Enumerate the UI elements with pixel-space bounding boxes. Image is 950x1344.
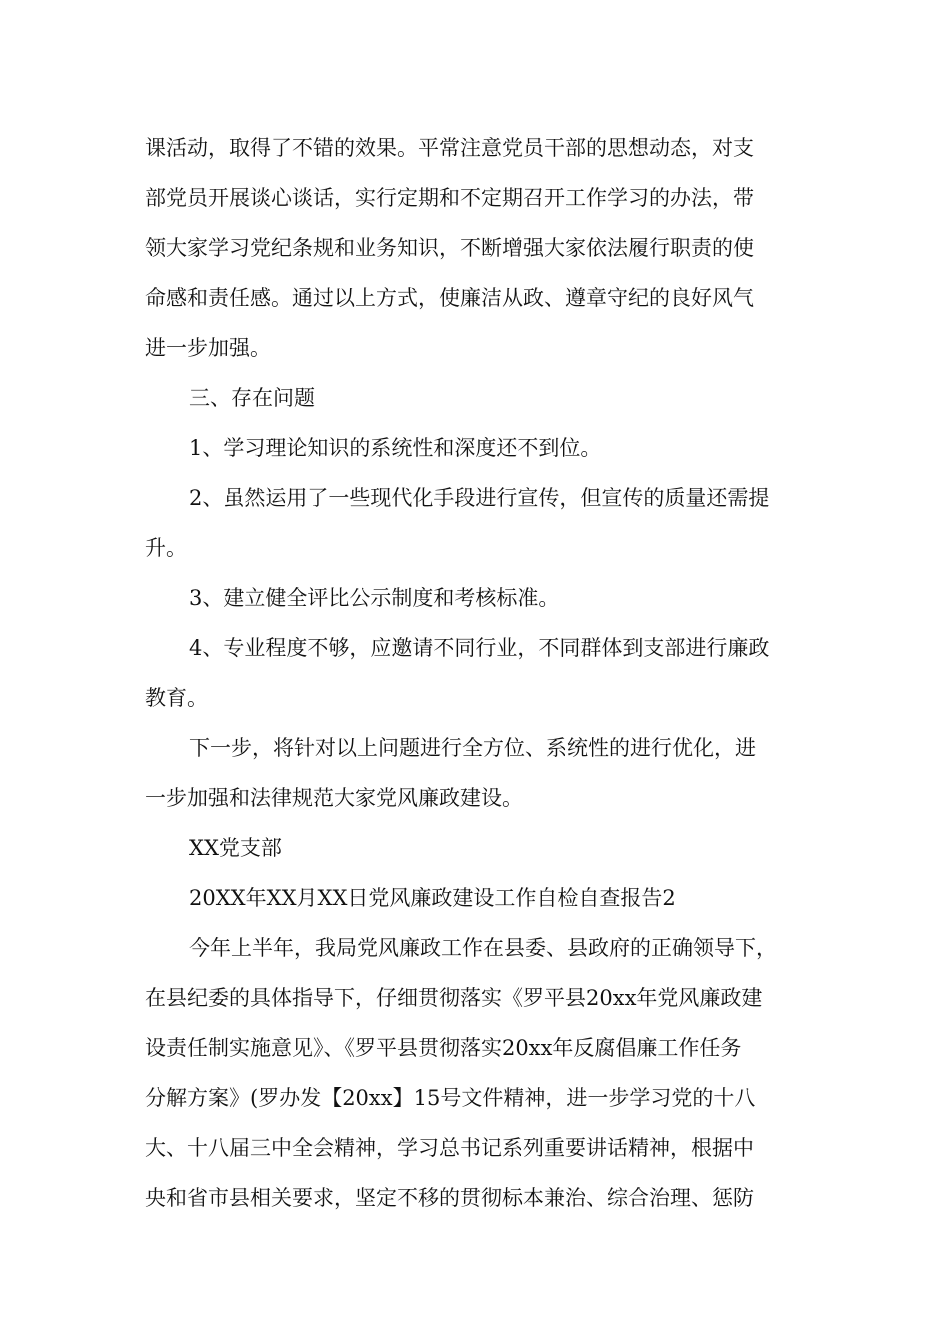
date-and-report-title: 20XX年XX月XX日党风廉政建设工作自检自查报告2 xyxy=(189,886,676,910)
text-line: 设责任制实施意见》、《罗平县贯彻落实20xx年反腐倡廉工作任务 xyxy=(145,1036,742,1060)
list-item: 2、虽然运用了一些现代化手段进行宣传，但宣传的质量还需提 xyxy=(189,486,770,510)
list-item: 3、建立健全评比公示制度和考核标准。 xyxy=(189,586,560,610)
list-item: 1、学习理论知识的系统性和深度还不到位。 xyxy=(189,436,602,460)
text-line: 部党员开展谈心谈话，实行定期和不定期召开工作学习的办法，带 xyxy=(145,186,754,210)
list-item: 4、专业程度不够，应邀请不同行业，不同群体到支部进行廉政 xyxy=(189,636,770,660)
text-line: 教育。 xyxy=(145,686,208,710)
text-line: 命感和责任感。通过以上方式，使廉洁从政、遵章守纪的良好风气 xyxy=(145,286,754,310)
text-line: 央和省市县相关要求，坚定不移的贯彻标本兼治、综合治理、惩防 xyxy=(145,1186,754,1210)
text-line: 一步加强和法律规范大家党风廉政建设。 xyxy=(145,786,523,810)
text-line: 升。 xyxy=(145,536,187,560)
paragraph-start: 今年上半年，我局党风廉政工作在县委、县政府的正确领导下， xyxy=(189,936,777,960)
text-line: 大、十八届三中全会精神，学习总书记系列重要讲话精神，根据中 xyxy=(145,1136,754,1160)
text-line: 在县纪委的具体指导下，仔细贯彻落实《罗平县20xx年党风廉政建 xyxy=(145,986,763,1010)
signature-org: XX党支部 xyxy=(189,836,282,860)
text-line: 领大家学习党纪条规和业务知识，不断增强大家依法履行职责的使 xyxy=(145,236,754,260)
text-line: 课活动，取得了不错的效果。平常注意党员干部的思想动态，对支 xyxy=(145,136,754,160)
text-line: 分解方案》(罗办发【20xx】15号文件精神，进一步学习党的十八 xyxy=(145,1086,756,1110)
section-heading: 三、存在问题 xyxy=(189,386,315,410)
text-line: 进一步加强。 xyxy=(145,336,271,360)
paragraph-start: 下一步，将针对以上问题进行全方位、系统性的进行优化，进 xyxy=(189,736,756,760)
